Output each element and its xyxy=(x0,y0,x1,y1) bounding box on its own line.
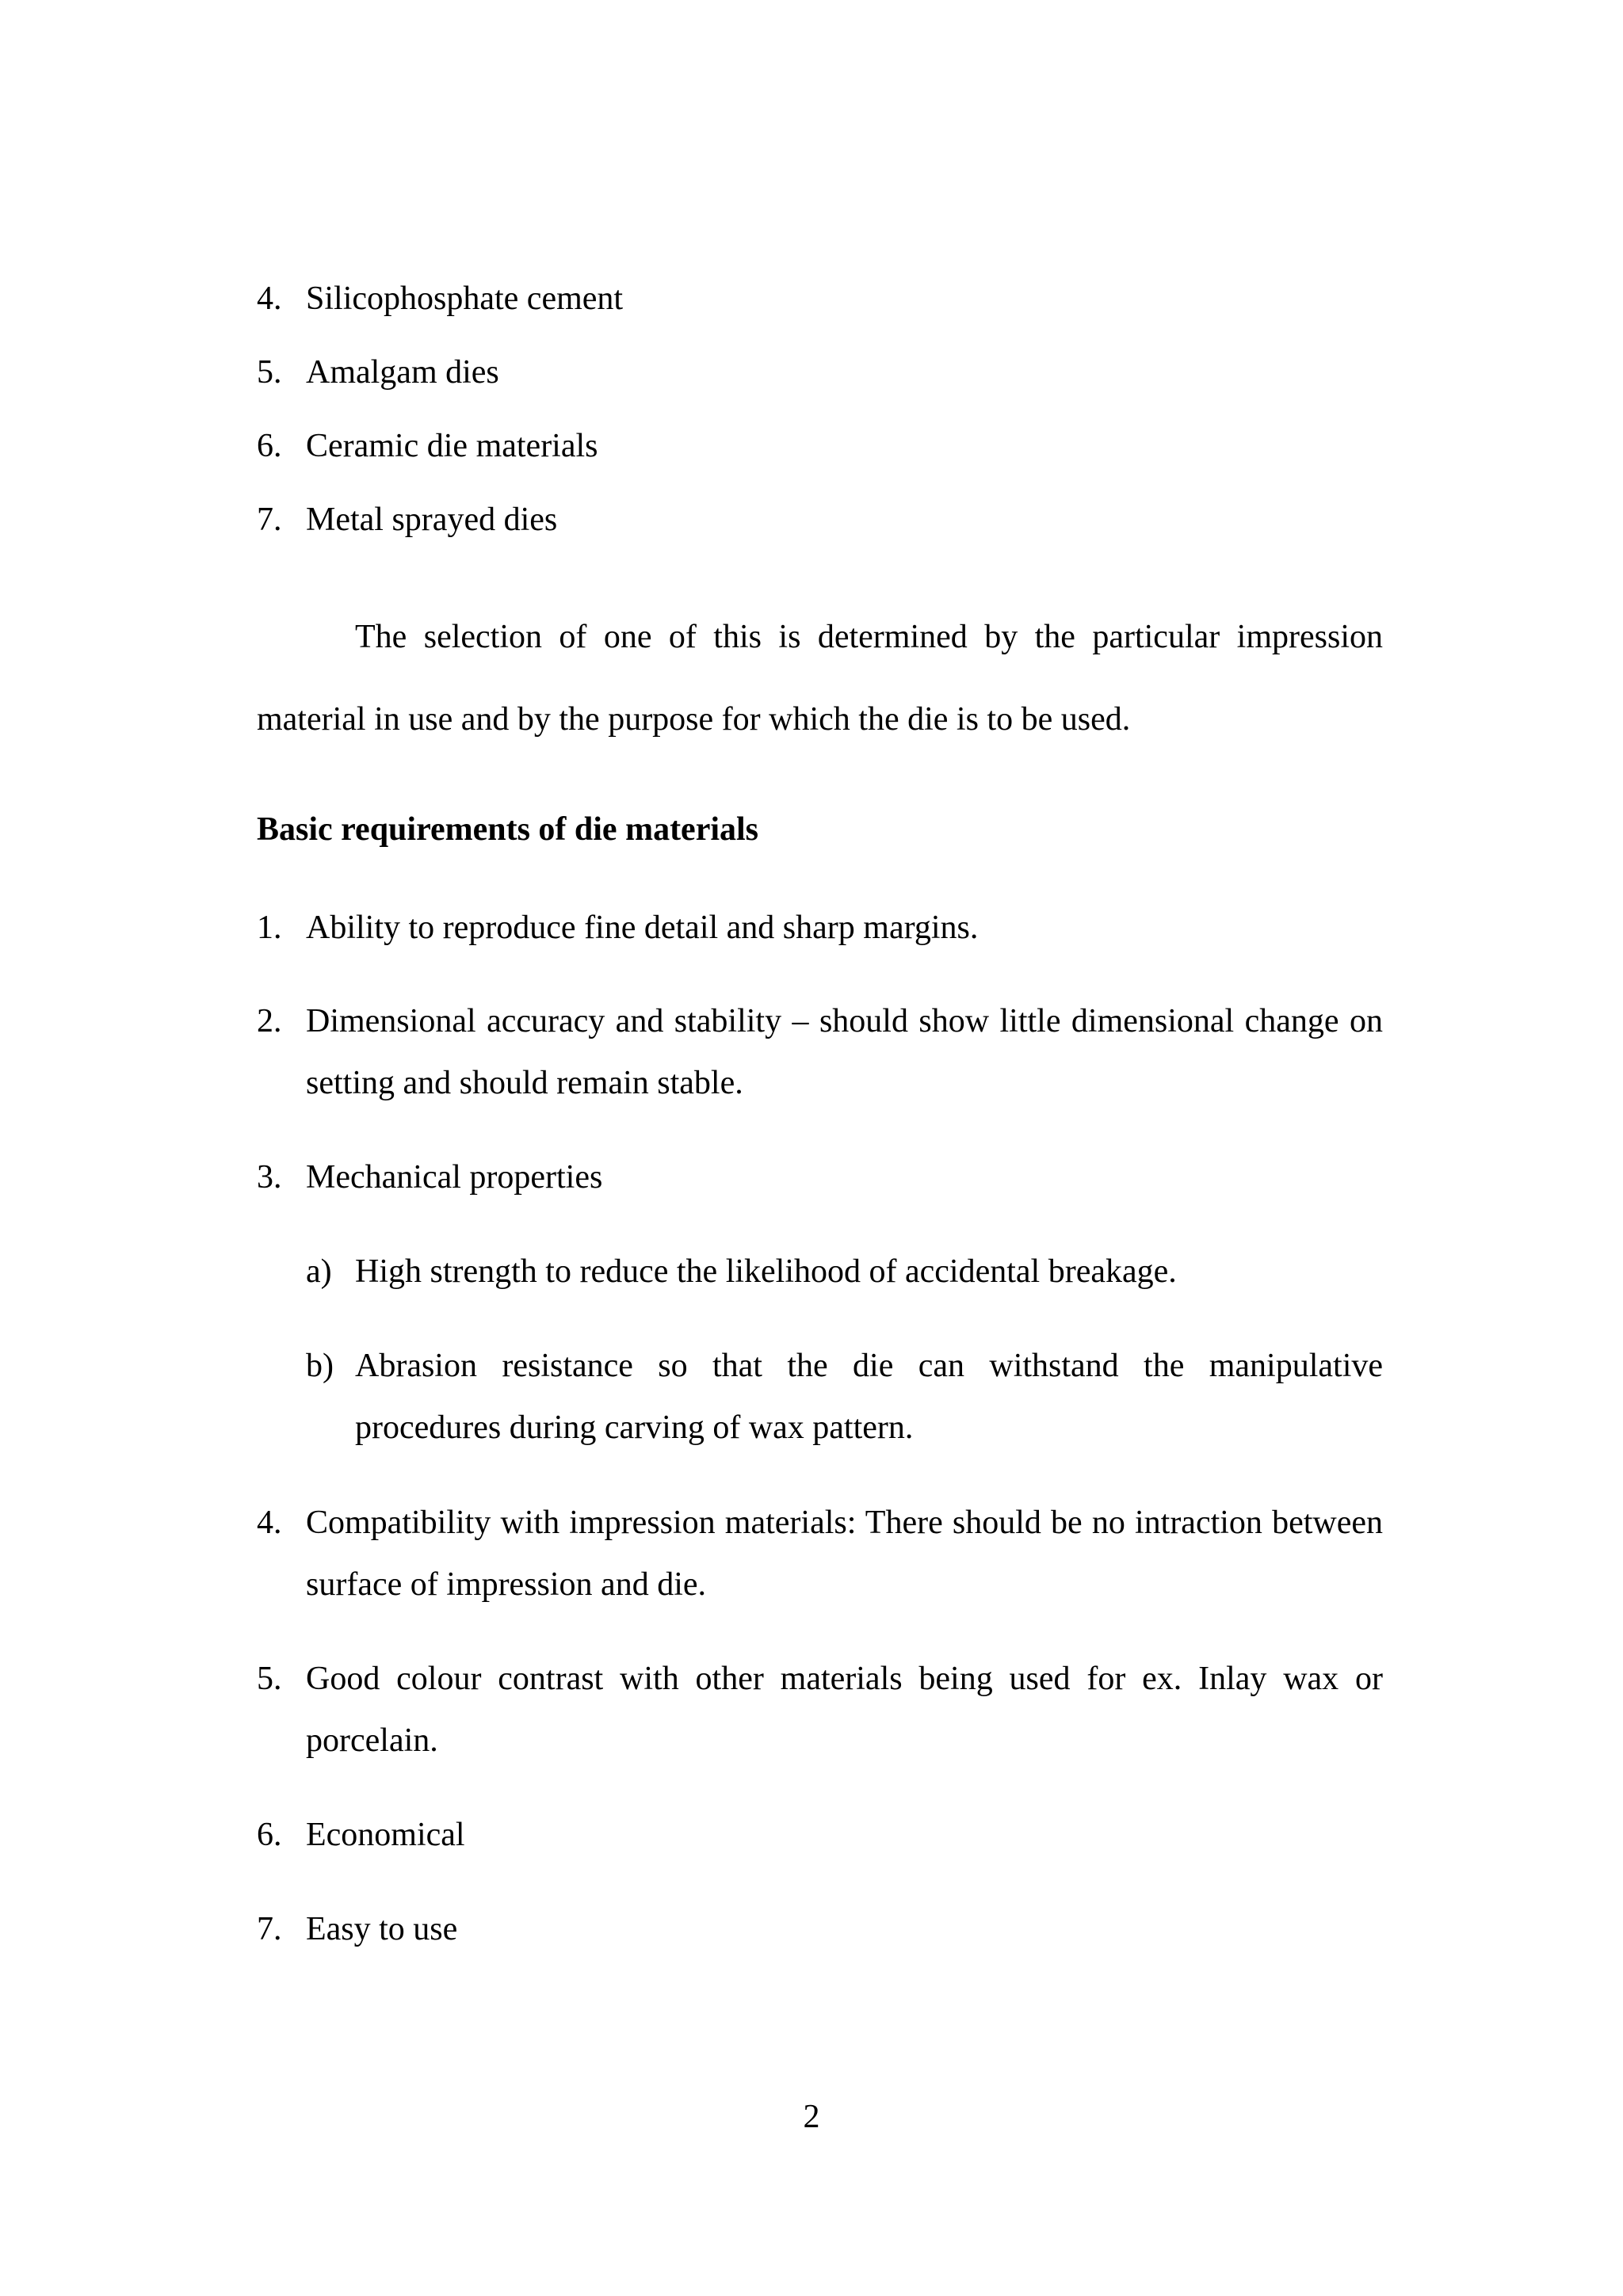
list-number: 1. xyxy=(257,910,282,946)
section-heading: Basic requirements of die materials xyxy=(257,811,759,848)
list-text: Easy to use xyxy=(306,1911,458,1947)
list-item xyxy=(257,489,1383,551)
list-number: 6. xyxy=(257,428,282,464)
list-number: 3. xyxy=(257,1159,282,1196)
list-item xyxy=(257,1492,1383,1615)
list-number: 7. xyxy=(257,1911,282,1947)
list-item xyxy=(257,268,1383,330)
list-text: Dimensional accuracy and stability – should show little dimensional change on setting and should remain stable. xyxy=(306,1003,1383,1101)
list-item xyxy=(257,897,1383,959)
list-item xyxy=(257,341,1383,403)
sub-list-item xyxy=(306,1241,1383,1302)
list-text: Silicophosphate cement xyxy=(306,280,624,317)
list-number: 6. xyxy=(257,1817,282,1853)
list-item xyxy=(257,415,1383,477)
list-text: Good colour contrast with other materials being used for ex. Inlay wax or porcelain. xyxy=(306,1661,1383,1759)
list-text: Ability to reproduce fine detail and sharp margins. xyxy=(306,910,979,946)
list-number: 7. xyxy=(257,502,282,538)
list-item xyxy=(257,1804,1383,1866)
list-number: 5. xyxy=(257,1661,282,1697)
list-item xyxy=(257,1648,1383,1772)
list-item xyxy=(257,990,1383,1114)
sub-list-text: Abrasion resistance so that the die can withstand the manipulative procedures during carving of wax pattern. xyxy=(355,1348,1383,1446)
list-number: 5. xyxy=(257,354,282,391)
list-text: Metal sprayed dies xyxy=(306,502,558,538)
sub-list-letter: b) xyxy=(306,1348,334,1384)
list-text: Amalgam dies xyxy=(306,354,499,391)
sub-list-item xyxy=(306,1335,1383,1459)
list-item xyxy=(257,1898,1383,1960)
sub-list-text: High strength to reduce the likelihood of accidental breakage. xyxy=(355,1253,1177,1290)
list-text: Mechanical properties xyxy=(306,1159,603,1196)
list-number: 4. xyxy=(257,1505,282,1541)
list-number: 2. xyxy=(257,1003,282,1039)
sub-list-letter: a) xyxy=(306,1253,332,1290)
list-text: Compatibility with impression materials: There should be no intraction between surface of impression and die. xyxy=(306,1505,1383,1603)
list-text: Ceramic die materials xyxy=(306,428,598,464)
list-text: Economical xyxy=(306,1817,465,1853)
list-number: 4. xyxy=(257,280,282,317)
page-number: 2 xyxy=(803,2099,820,2135)
list-item xyxy=(257,1146,1383,1208)
body-paragraph: The selection of one of this is determined by the particular impression material in use and by the purpose for which the die is to be used. xyxy=(257,619,1383,738)
